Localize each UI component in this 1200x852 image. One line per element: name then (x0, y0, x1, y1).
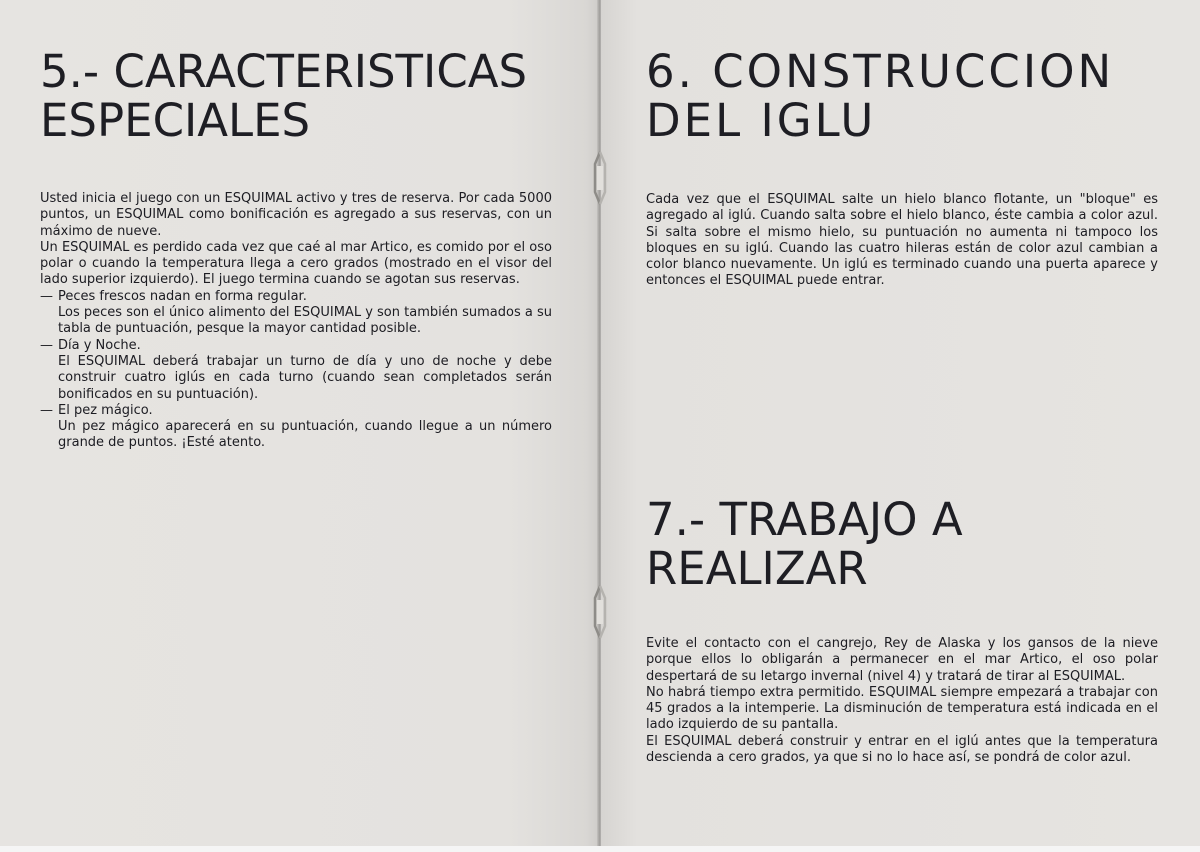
paragraph: Un ESQUIMAL es perdido cada vez que caé al mar Artico, es comido por el oso polar o cuando la temperatura llega a cero grados (mostrado en el visor del lado superior izquierdo). El juego termina cuando se agotan sus reservas. (40, 239, 552, 288)
section-7-heading: 7.- TRABAJO A REALIZAR (646, 493, 963, 595)
section-7-body (646, 636, 1158, 766)
paragraph: Cada vez que el ESQUIMAL salte un hielo blanco flotante, un "bloque" es agregado al iglú. Cuando salta sobre el hielo blanco, éste cambia a color azul. Si salta sobre el mismo hielo, su puntuación no aumenta ni tampoco los bloques en su iglú. Cuando las cuatro hileras están de color azul cambian a color blanco nuevamente. Un iglú es terminado cuando una puerta aparece y entonces el ESQUIMAL puede entrar. (646, 192, 1158, 289)
dash-bullet: — (40, 337, 53, 353)
feature-text: El ESQUIMAL deberá trabajar un turno de día y uno de noche y debe construir cuatro iglús en cada turno (cuando sean completados serán bonificados en su puntuación). (58, 353, 552, 402)
page-bottom-edge (0, 846, 1200, 852)
feature-text: Los peces son el único alimento del ESQUIMAL y son también sumados a su tabla de puntuación, pesque la mayor cantidad posible. (58, 305, 552, 337)
section-6-body (646, 192, 1158, 290)
feature-item (40, 289, 552, 338)
staple-top (589, 148, 611, 208)
feature-item (40, 338, 552, 403)
feature-item (40, 403, 552, 452)
left-page (0, 0, 598, 846)
paragraph: Usted inicia el juego con un ESQUIMAL activo y tres de reserva. Por cada 5000 puntos, un ESQUIMAL como bonificación es agregado a sus reservas, con un máximo de nueve. (40, 191, 552, 239)
feature-title: Peces frescos nadan en forma regular. (58, 288, 307, 304)
staple-bottom (589, 582, 611, 642)
section-5-heading: 5.- CARACTERISTICAS ESPECIALES (40, 45, 528, 147)
feature-title: El pez mágico. (58, 402, 153, 418)
feature-title: Día y Noche. (58, 337, 141, 353)
feature-text: Un pez mágico aparecerá en su puntuación, cuando llegue a un número grande de puntos. ¡Esté atento. (58, 419, 552, 451)
paragraph: El ESQUIMAL deberá construir y entrar en el iglú antes que la temperatura descienda a cero grados, ya que si no lo hace así, se pondrá de color azul. (646, 733, 1158, 766)
dash-bullet: — (40, 288, 53, 304)
dash-bullet: — (40, 402, 53, 418)
section-6-heading: 6. CONSTRUCCION DEL IGLU (646, 45, 1115, 147)
section-5-body (40, 191, 552, 452)
paragraph: No habrá tiempo extra permitido. ESQUIMAL siempre empezará a trabajar con 45 grados a la intemperie. La disminución de temperatura está indicada en el lado izquierdo de su pantalla. (646, 684, 1158, 733)
paragraph: Evite el contacto con el cangrejo, Rey de Alaska y los gansos de la nieve porque ellos lo obligarán a permanecer en el mar Artico, el oso polar despertará de su letargo invernal (nivel 4) y tratará de tirar al ESQUIMAL. (646, 636, 1158, 684)
